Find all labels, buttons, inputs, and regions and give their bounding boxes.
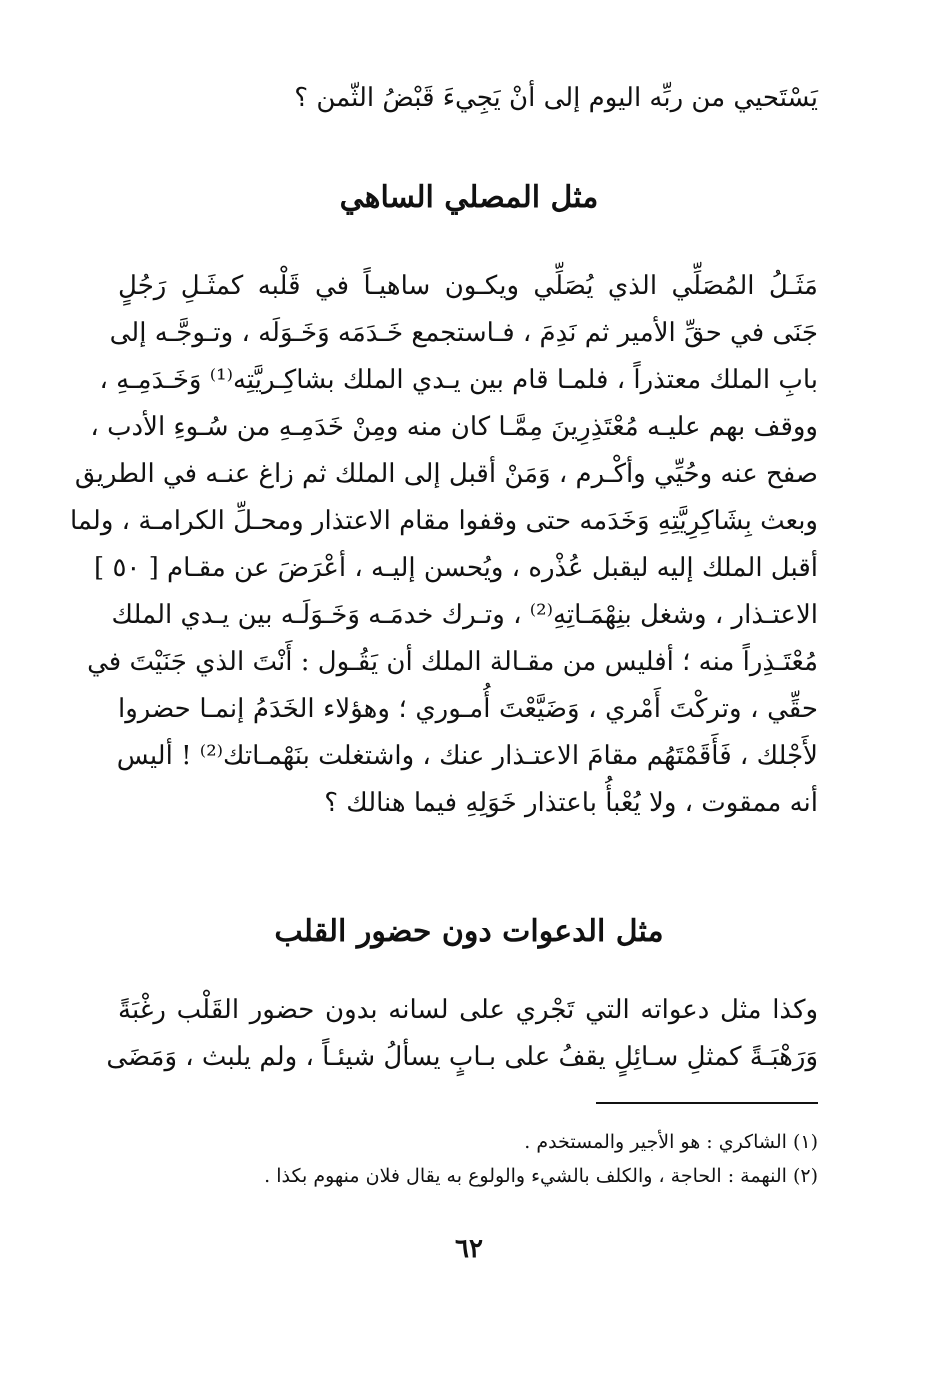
- top-line: يَسْتَحيي من ربِّه اليوم إلى أنْ يَجِيءَ قَبْضُ الثّمن ؟: [294, 83, 818, 113]
- section-title-2: مثل الدعوات دون حضور القلب: [274, 914, 664, 949]
- footnote-divider: [596, 1102, 818, 1104]
- paragraph-line: أنه ممقوت ، ولا يُعْبأُ باعتذار خَوَلِهِ فيما هنالك ؟: [324, 788, 818, 818]
- footnote-1: (١) الشاكري : هو الأجير والمستخدم .: [524, 1131, 818, 1153]
- paragraph-line: وكذا مثل دعواته التي تَجْري على لسانه بدون حضور القَلْب رغْبَةً: [118, 995, 818, 1025]
- paragraph-line: الاعتـذار ، وشغل بنِهْمَـاتِهِ⁽²⁾ ، وتـرك خدمَـه وَخَـوَلَـه بين يـدي الملك: [111, 600, 818, 630]
- footnote-2: (٢) النهمة : الحاجة ، والكلف بالشيء والولوع به يقال فلان منهوم بكذا .: [264, 1165, 818, 1187]
- paragraph-line: بابِ الملك معتذراً ، فلمـا قام بين يـدي الملك بشاكِـريَّتِه⁽¹⁾ وَخَـدَمِـهِ ،: [99, 365, 818, 395]
- page-number: ٦٢: [455, 1234, 483, 1264]
- paragraph-line: وبعث بِشَاكِرِيَّتِهِ وَخَدَمه حتى وقفوا مقام الاعتذار ومحـلِّ الكرامـة ، ولما: [69, 506, 818, 536]
- paragraph-line: صفح عنه وحُيِّي وأكْـرم ، وَمَنْ أقبل إلى الملك ثم زاغ عنـه في الطريق: [74, 459, 818, 489]
- paragraph-line: لأَجْلك ، فَأَقَمْتَهُم مقامَ الاعتـذار عنك ، واشتغلت بنَهْمـاتك⁽²⁾ ! أليس: [116, 741, 818, 771]
- paragraph-line: أقبل الملك إليه ليقبل عُذْره ، ويُحسن إليـه ، أعْرَضَ عن مقـام [ ٥٠ ]: [94, 553, 818, 583]
- paragraph-line: مَثَـلُ المُصَلِّي الذي يُصَلِّي ويكـون ساهيـاً في قَلْبه كمثَـلِ رَجُلٍ: [118, 271, 818, 301]
- paragraph-line: جَنَى في حقِّ الأمير ثم نَدِمَ ، فـاستجمع خَـدَمَه وَخَـوَلَه ، وتـوجَّـه إلى: [109, 318, 818, 348]
- paragraph-line: ووقف بهم عليـه مُعْتَذِرِينَ مِمَّـا كان منه ومِنْ خَدَمِـهِ من سُـوءِ الأدب ،: [90, 412, 818, 442]
- paragraph-line: حقِّي ، وتركْتَ أَمْري ، وَضَيَّعْتَ أُمـوري ؛ وهؤلاء الخَدَمُ إنمـا حضروا: [118, 694, 818, 724]
- paragraph-line: وَرَهْبَـةً كمثلِ سـائِلٍ يقفُ على بـابٍ يسألُ شيئـاً ، ولم يلبث ، وَمَضَى: [106, 1042, 818, 1072]
- section-title-1: مثل المصلي الساهي: [339, 180, 599, 215]
- paragraph-line: مُعْتَـذِراً منه ؛ أفليس من مقـالة الملك أن يَقُـول : أَنْتَ الذي جَنَيْتَ في: [87, 647, 818, 677]
